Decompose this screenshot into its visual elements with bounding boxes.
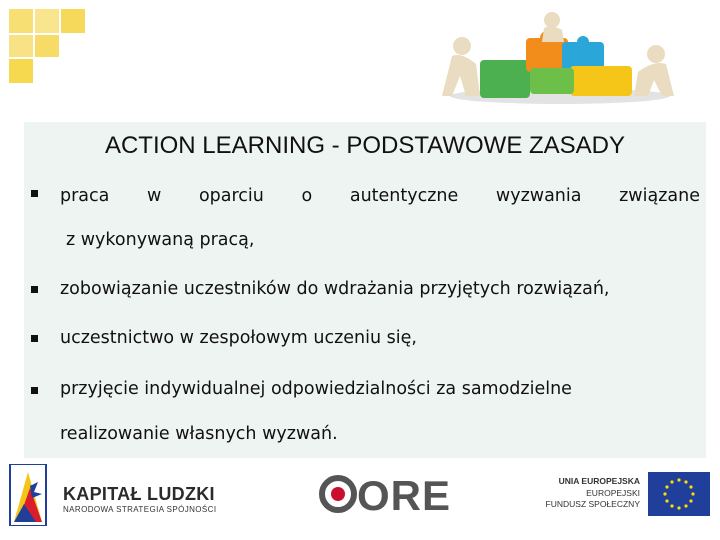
decor-square: [35, 35, 59, 57]
bullet-3-text: uczestnictwo w zespołowym uczeniu się,: [60, 328, 417, 348]
kapital-ludzki-subtitle: NARODOWA STRATEGIA SPÓJNOŚCI: [63, 505, 217, 514]
bullet-marker: [31, 335, 38, 342]
decor-square: [61, 9, 85, 33]
bullet-1-continuation: z wykonywaną pracą,: [66, 230, 255, 250]
bullet-1-line: [60, 186, 700, 206]
bullet-1-word: oparciu: [198, 186, 264, 206]
bullet-2-text: zobowiązanie uczestników do wdrażania przyjętych rozwiązań,: [60, 279, 610, 299]
bullet-4-text: przyjęcie indywidualnej odpowiedzialności za samodzielne: [60, 379, 572, 399]
decor-square: [9, 59, 33, 83]
bullet-1-word: autentyczne: [349, 186, 459, 206]
puzzle-people-illustration: [430, 8, 690, 108]
eu-label-3: FUNDUSZ SPOŁECZNY: [545, 499, 640, 509]
bullet-1-word: wyzwania: [495, 186, 582, 206]
eu-label-2: EUROPEJSKI: [586, 488, 640, 498]
decor-square: [35, 9, 59, 33]
ore-logo-circle: [318, 474, 358, 514]
kapital-ludzki-logo: [8, 464, 48, 526]
bullet-marker: [31, 387, 38, 394]
slide-title: ACTION LEARNING - PODSTAWOWE ZASADY: [104, 132, 626, 159]
bullet-1-word: w: [147, 186, 162, 206]
kapital-ludzki-title: KAPITAŁ LUDZKI: [63, 484, 215, 504]
ore-logo-text: ORE: [357, 472, 452, 519]
decor-square: [9, 9, 33, 33]
bullet-marker: [31, 190, 38, 197]
bullet-1-word: praca: [60, 186, 110, 206]
eu-flag-icon: [648, 472, 710, 516]
decor-square: [9, 35, 33, 57]
bullet-4-continuation: realizowanie własnych wyzwań.: [60, 424, 338, 444]
bullet-marker: [31, 286, 38, 293]
bullet-1-word: związane: [619, 186, 700, 206]
bullet-1-word: o: [301, 186, 313, 206]
eu-label-1: UNIA EUROPEJSKA: [558, 476, 640, 486]
